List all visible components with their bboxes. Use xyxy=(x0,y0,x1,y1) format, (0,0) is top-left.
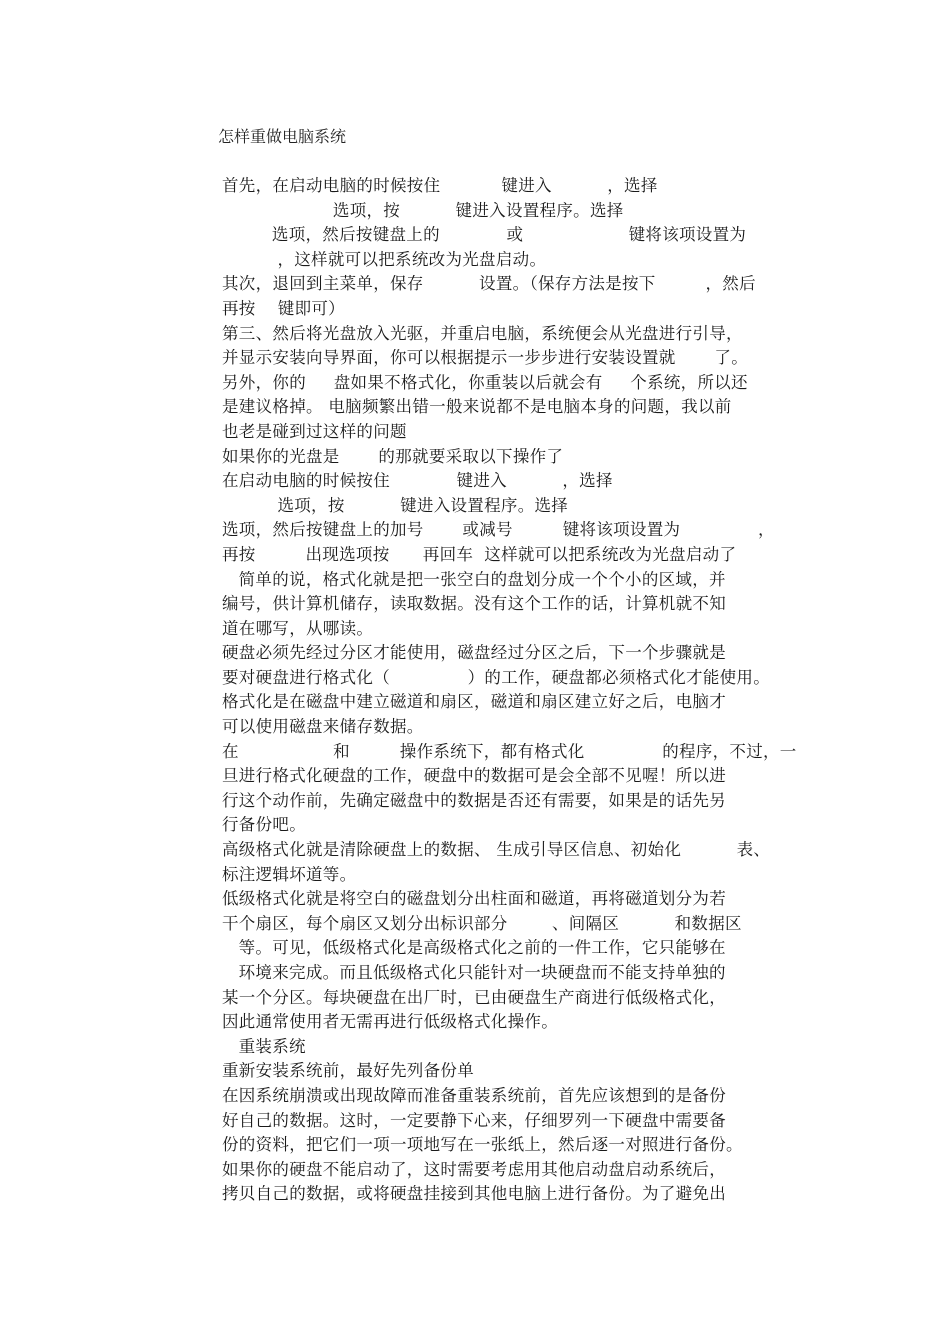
text-line: ，这样就可以把系统改为光盘启动。 xyxy=(222,249,547,269)
text-line: 环境来完成。而且低级格式化只能针对一块硬盘而不能支持单独的 xyxy=(222,963,726,982)
text-line: 高级格式化就是清除硬盘上的数据、 生成引导区信息、初始化 表、 xyxy=(222,840,771,860)
text-line: 其次，退回到主菜单，保存 设置。（保存方法是按下 ，然后 xyxy=(222,274,756,294)
text-line: 在启动电脑的时候按住 键进入 ，选择 xyxy=(222,471,613,491)
text-line: 某一个分区。每块硬盘在出厂时，已由硬盘生产商进行低级格式化， xyxy=(222,987,726,1007)
text-line: 也老是碰到过这样的问题 xyxy=(222,421,407,441)
text-line: 选项，按 键进入设置程序。选择 xyxy=(222,495,569,515)
text-line: 旦进行格式化硬盘的工作，硬盘中的数据可是会全部不见喔！所以进 xyxy=(222,766,726,786)
text-line: 首先，在启动电脑的时候按住 键进入 ，选择 xyxy=(222,176,658,195)
text-line: 如果你的光盘是 的那就要采取以下操作了 xyxy=(222,446,564,466)
text-line: 并显示安装向导界面，你可以根据提示一步步进行安装设置就 了。 xyxy=(222,348,749,368)
text-line: 行备份吧。 xyxy=(222,815,306,835)
text-line: 标注逻辑坏道等。 xyxy=(222,864,357,884)
text-line: 编号，供计算机储存，读取数据。没有这个工作的话，计算机就不知 xyxy=(222,594,726,614)
text-line: 另外，你的 盘如果不格式化，你重装以后就会有 个系统，所以还 xyxy=(222,372,748,392)
text-line: 如果你的硬盘不能启动了，这时需要考虑用其他启动盘启动系统后， xyxy=(222,1159,726,1179)
text-line: 等。可见，低级格式化是高级格式化之前的一件工作，它只能够在 xyxy=(222,938,726,958)
text-line: 选项，按 键进入设置程序。选择 xyxy=(222,200,624,220)
text-line: 再按 出现选项按 再回车 这样就可以把系统改为光盘启动了 xyxy=(222,544,737,564)
text-line: 选项，然后按键盘上的加号 或减号 键将该项设置为 ， xyxy=(222,520,775,540)
text-line: 行这个动作前，先确定磁盘中的数据是否还有需要，如果是的话先另 xyxy=(222,790,726,810)
text-line: 可以使用磁盘来储存数据。 xyxy=(222,717,424,737)
text-line: 重新安装系统前，最好先列备份单 xyxy=(222,1061,474,1081)
document-body xyxy=(222,174,812,1207)
text-line: 硬盘必须先经过分区才能使用，磁盘经过分区之后，下一个步骤就是 xyxy=(222,643,726,663)
text-line: 第三、然后将光盘放入光驱，并重启电脑，系统便会从光盘进行引导， xyxy=(222,323,743,343)
document-title: 怎样重做电脑系统 xyxy=(218,127,347,146)
text-line: 在 和 操作系统下，都有格式化 的程序，不过，一 xyxy=(222,741,797,761)
text-line: 拷贝自己的数据，或将硬盘挂接到其他电脑上进行备份。为了避免出 xyxy=(222,1184,726,1204)
text-line: 选项，然后按键盘上的 或 键将该项设置为 xyxy=(222,225,747,245)
text-line: 在因系统崩溃或出现故障而准备重装系统前，首先应该想到的是备份 xyxy=(222,1085,726,1105)
text-line: 道在哪写，从哪读。 xyxy=(222,618,374,638)
text-line: 好自己的数据。这时，一定要静下心来，仔细罗列一下硬盘中需要备 xyxy=(222,1110,726,1130)
text-line: 格式化是在磁盘中建立磁道和扇区，磁道和扇区建立好之后，电脑才 xyxy=(222,692,726,712)
text-line: 重装系统 xyxy=(222,1036,306,1056)
text-line: 简单的说，格式化就是把一张空白的盘划分成一个个小的区域，并 xyxy=(222,569,726,589)
text-line: 干个扇区，每个扇区又划分出标识部分 、间隔区 和数据区 xyxy=(222,913,742,933)
text-line: 是建议格掉。 电脑频繁出错一般来说都不是电脑本身的问题，我以前 xyxy=(222,397,732,417)
text-line: 因此通常使用者无需再进行低级格式化操作。 xyxy=(222,1012,558,1032)
text-line: 要对硬盘进行格式化（ ）的工作，硬盘都必须格式化才能使用。 xyxy=(222,667,771,687)
text-line: 低级格式化就是将空白的磁盘划分出柱面和磁道，再将磁道划分为若 xyxy=(222,889,726,909)
text-line: 份的资料，把它们一项一项地写在一张纸上，然后逐一对照进行备份。 xyxy=(222,1135,743,1155)
text-line: 再按 键即可） xyxy=(222,298,345,318)
